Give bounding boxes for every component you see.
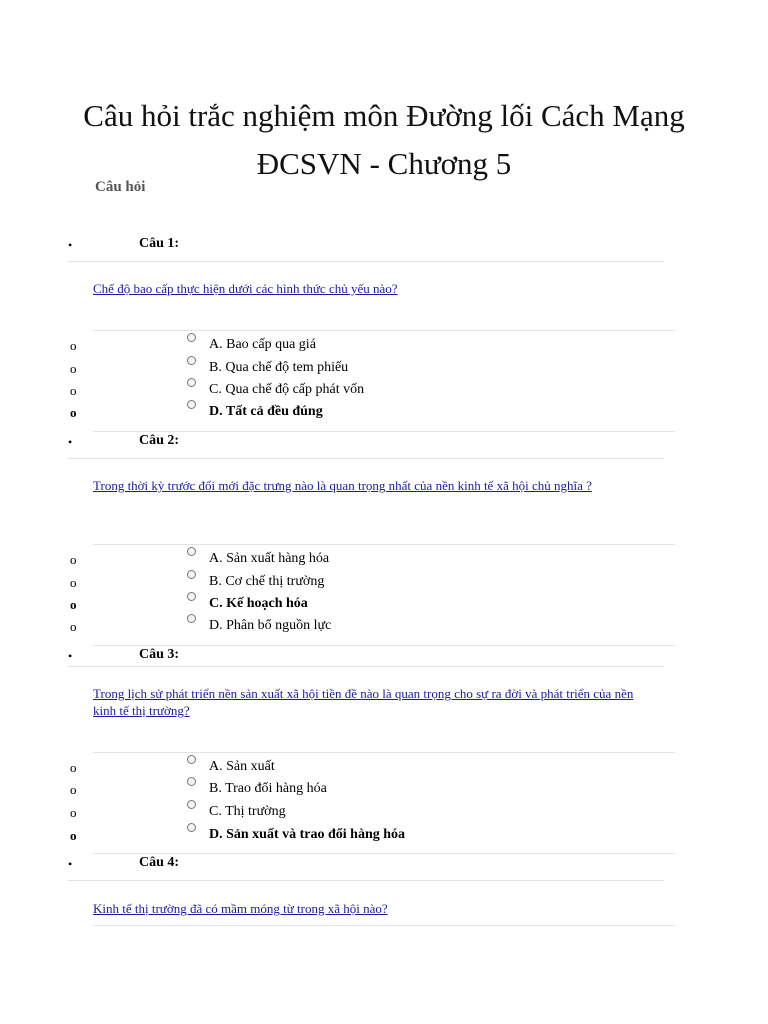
option-text: D. Phân bổ nguồn lực: [209, 618, 332, 633]
option-row: [0, 574, 768, 594]
divider: [93, 645, 675, 646]
option-text: D. Tất cả đều đúng: [209, 404, 323, 419]
option-text: D. Sản xuất và trao đổi hàng hóa: [209, 827, 406, 842]
radio-button[interactable]: [187, 400, 196, 409]
sub-bullet: o: [70, 338, 77, 353]
question-header: [0, 433, 768, 453]
sub-bullet: o: [70, 575, 77, 590]
sub-bullet: o: [70, 805, 77, 820]
question-text-link[interactable]: Trong lịch sử phát triển nền sản xuất xã hội tiền đề nào là quan trọng cho sự ra đời và phát triển của nền kinh tế thị trường?: [93, 686, 634, 718]
radio-button[interactable]: [187, 333, 196, 342]
question-header: [0, 855, 768, 875]
option-text: C. Kế hoạch hóa: [209, 596, 308, 611]
sub-bullet: o: [70, 619, 77, 634]
divider: [93, 752, 675, 753]
question-label: Câu 1:: [139, 236, 180, 251]
radio-button[interactable]: [187, 755, 196, 764]
divider: [68, 261, 664, 262]
option-text: B. Qua chế độ tem phiếu: [209, 360, 349, 375]
option-text: B. Trao đổi hàng hóa: [209, 781, 327, 796]
option-row: [0, 551, 768, 571]
divider: [93, 853, 675, 854]
divider: [93, 330, 675, 331]
option-row: [0, 759, 768, 779]
radio-button[interactable]: [187, 800, 196, 809]
sub-bullet: o: [70, 828, 77, 843]
radio-button[interactable]: [187, 547, 196, 556]
option-row: [0, 337, 768, 357]
sub-bullet: o: [70, 383, 77, 398]
sub-bullet: o: [70, 361, 77, 376]
option-row: [0, 382, 768, 402]
section-heading: Câu hỏi: [95, 179, 146, 195]
question-header: [0, 647, 768, 667]
question-label: Câu 2:: [139, 433, 180, 448]
sub-bullet: o: [70, 597, 77, 612]
radio-button[interactable]: [187, 592, 196, 601]
option-row: [0, 618, 768, 638]
question-text-link[interactable]: Chế độ bao cấp thực hiện dưới các hình thức chủ yếu nào?: [93, 281, 398, 296]
sub-bullet: o: [70, 405, 77, 420]
radio-button[interactable]: [187, 570, 196, 579]
sub-bullet: o: [70, 552, 77, 567]
radio-button[interactable]: [187, 823, 196, 832]
option-row: [0, 360, 768, 380]
radio-button[interactable]: [187, 614, 196, 623]
option-text: C. Thị trường: [209, 804, 286, 819]
question-text-link[interactable]: Trong thời kỳ trước đổi mới đặc trưng nào là quan trọng nhất của nền kinh tế xã hội chủ nghĩa ?: [93, 478, 592, 493]
radio-button[interactable]: [187, 378, 196, 387]
list-bullet: •: [68, 857, 73, 871]
divider: [68, 880, 664, 881]
list-bullet: •: [68, 649, 73, 663]
sub-bullet: o: [70, 782, 77, 797]
divider: [68, 666, 664, 667]
option-row-correct: [0, 596, 768, 616]
option-text: A. Sản xuất hàng hóa: [209, 551, 330, 566]
option-text: C. Qua chế độ cấp phát vốn: [209, 382, 365, 397]
divider: [93, 544, 675, 545]
divider: [68, 458, 664, 459]
option-row-correct: [0, 827, 768, 847]
option-row-correct: [0, 404, 768, 424]
option-row: [0, 781, 768, 801]
divider: [93, 925, 675, 926]
radio-button[interactable]: [187, 777, 196, 786]
radio-button[interactable]: [187, 356, 196, 365]
page-title: Câu hỏi trắc nghiệm môn Đường lối Cách Mạng ĐCSVN - Chương 5: [83, 98, 685, 181]
question-label: Câu 3:: [139, 647, 180, 662]
option-text: B. Cơ chế thị trường: [209, 574, 325, 589]
question-text-link[interactable]: Kinh tế thị trường đã có mầm móng từ trong xã hội nào?: [93, 901, 388, 916]
sub-bullet: o: [70, 760, 77, 775]
list-bullet: •: [68, 435, 73, 449]
question-header: [0, 236, 768, 256]
option-row: [0, 804, 768, 824]
option-text: A. Sản xuất: [209, 759, 275, 774]
option-text: A. Bao cấp qua giá: [209, 337, 316, 352]
divider: [93, 431, 675, 432]
question-label: Câu 4:: [139, 855, 180, 870]
list-bullet: •: [68, 238, 73, 252]
